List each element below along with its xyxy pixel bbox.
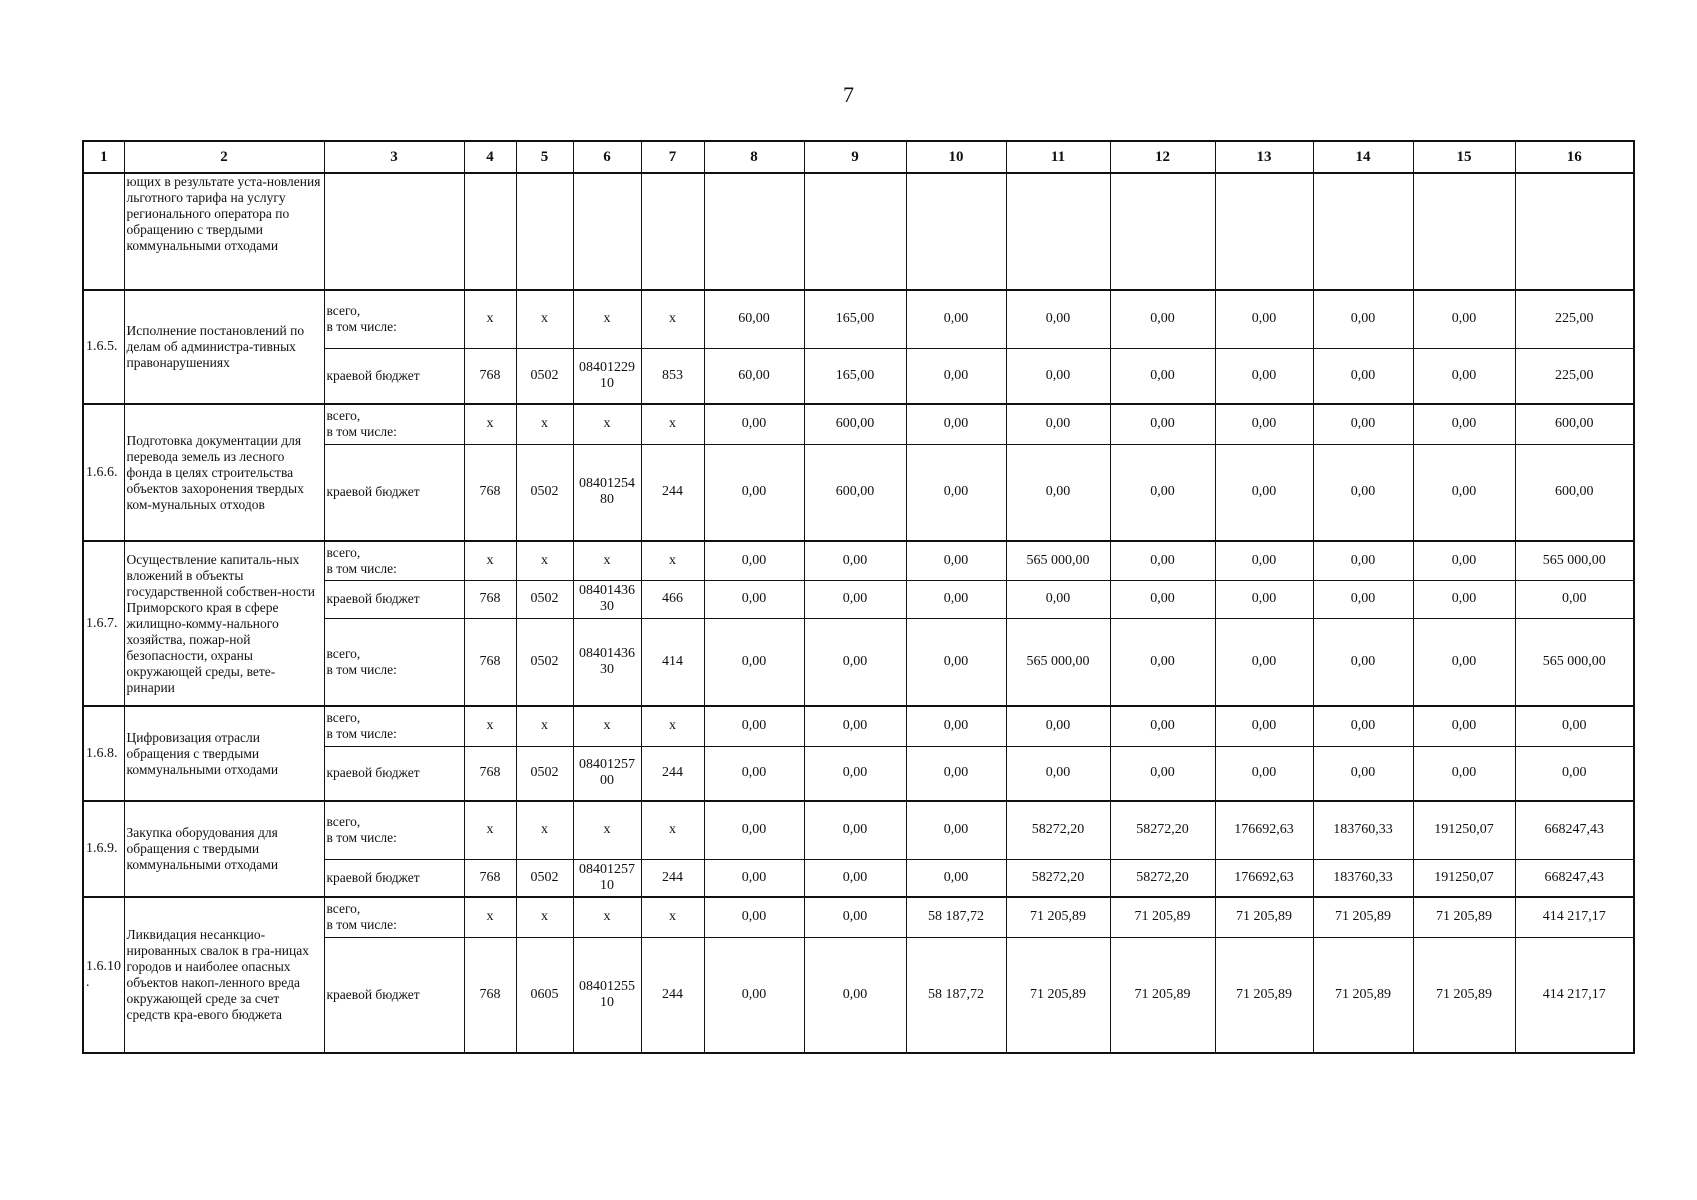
amount-cell-col-10: 0,00 <box>906 746 1006 801</box>
funding-source-cell: краевой бюджет <box>324 937 464 1053</box>
amount-cell-col-16: 225,00 <box>1515 348 1634 404</box>
amount-cell-col-8: 0,00 <box>704 746 804 801</box>
amount-cell-col-11: 0,00 <box>1006 290 1110 348</box>
empty-cell <box>1413 173 1515 290</box>
amount-cell-col-10: 0,00 <box>906 801 1006 859</box>
amount-cell-col-16: 600,00 <box>1515 444 1634 541</box>
amount-cell-col-11: 71 205,89 <box>1006 897 1110 937</box>
column-header-3: 3 <box>324 141 464 173</box>
target-article-cell: x <box>573 290 641 348</box>
amount-cell-col-11: 0,00 <box>1006 404 1110 444</box>
amount-cell-col-16: 414 217,17 <box>1515 897 1634 937</box>
amount-cell-col-10: 0,00 <box>906 618 1006 706</box>
page-number: 7 <box>843 82 854 107</box>
funding-source-cell: краевой бюджет <box>324 580 464 618</box>
amount-cell-col-15: 71 205,89 <box>1413 897 1515 937</box>
table-row <box>83 801 1634 859</box>
amount-cell-col-14: 0,00 <box>1313 706 1413 746</box>
amount-cell-col-9: 0,00 <box>804 897 906 937</box>
amount-cell-col-14: 0,00 <box>1313 618 1413 706</box>
column-header-13: 13 <box>1215 141 1313 173</box>
funding-source-cell: краевой бюджет <box>324 348 464 404</box>
amount-cell-col-8: 0,00 <box>704 444 804 541</box>
funding-source-cell: краевой бюджет <box>324 746 464 801</box>
amount-cell-col-16: 565 000,00 <box>1515 541 1634 580</box>
empty-cell <box>1313 173 1413 290</box>
section-code-cell: 0502 <box>516 348 573 404</box>
amount-cell-col-11: 58272,20 <box>1006 859 1110 897</box>
amount-cell-col-14: 0,00 <box>1313 348 1413 404</box>
row-number-cell <box>83 173 124 290</box>
amount-cell-col-13: 71 205,89 <box>1215 897 1313 937</box>
amount-cell-col-8: 0,00 <box>704 618 804 706</box>
amount-cell-col-9: 165,00 <box>804 290 906 348</box>
empty-cell <box>573 173 641 290</box>
target-article-cell: 08401257 10 <box>573 859 641 897</box>
table-row <box>83 897 1634 937</box>
amount-cell-col-13: 0,00 <box>1215 444 1313 541</box>
target-article-cell: x <box>573 404 641 444</box>
column-header-7: 7 <box>641 141 704 173</box>
table-body <box>83 173 1634 1053</box>
amount-cell-col-16: 414 217,17 <box>1515 937 1634 1053</box>
activity-name-cell: Цифровизация отрасли обращения с твердыми коммунальными отходами <box>124 706 324 801</box>
empty-cell <box>1006 173 1110 290</box>
table-row <box>83 290 1634 348</box>
amount-cell-col-12: 0,00 <box>1110 706 1215 746</box>
expense-type-cell: x <box>641 404 704 444</box>
amount-cell-col-13: 0,00 <box>1215 618 1313 706</box>
funding-source-cell: всего, в том числе: <box>324 541 464 580</box>
target-article-cell: 08401254 80 <box>573 444 641 541</box>
amount-cell-col-13: 176692,63 <box>1215 801 1313 859</box>
target-article-cell: 08401257 00 <box>573 746 641 801</box>
empty-cell <box>1110 173 1215 290</box>
amount-cell-col-16: 0,00 <box>1515 746 1634 801</box>
amount-cell-col-10: 0,00 <box>906 348 1006 404</box>
amount-cell-col-13: 0,00 <box>1215 290 1313 348</box>
amount-cell-col-9: 165,00 <box>804 348 906 404</box>
amount-cell-col-12: 0,00 <box>1110 404 1215 444</box>
section-code-cell: 0502 <box>516 859 573 897</box>
amount-cell-col-10: 58 187,72 <box>906 897 1006 937</box>
amount-cell-col-12: 0,00 <box>1110 290 1215 348</box>
section-code-cell: 0502 <box>516 618 573 706</box>
amount-cell-col-8: 60,00 <box>704 348 804 404</box>
amount-cell-col-16: 0,00 <box>1515 580 1634 618</box>
amount-cell-col-15: 0,00 <box>1413 541 1515 580</box>
empty-cell <box>464 173 516 290</box>
amount-cell-col-8: 0,00 <box>704 580 804 618</box>
amount-cell-col-16: 0,00 <box>1515 706 1634 746</box>
grbs-code-cell: x <box>464 404 516 444</box>
amount-cell-col-12: 0,00 <box>1110 541 1215 580</box>
column-header-5: 5 <box>516 141 573 173</box>
amount-cell-col-11: 71 205,89 <box>1006 937 1110 1053</box>
amount-cell-col-13: 176692,63 <box>1215 859 1313 897</box>
continuation-row <box>83 173 1634 290</box>
amount-cell-col-14: 183760,33 <box>1313 801 1413 859</box>
amount-cell-col-8: 0,00 <box>704 706 804 746</box>
expense-type-cell: 414 <box>641 618 704 706</box>
amount-cell-col-10: 0,00 <box>906 541 1006 580</box>
funding-source-cell: всего, в том числе: <box>324 801 464 859</box>
amount-cell-col-9: 0,00 <box>804 618 906 706</box>
expense-type-cell: x <box>641 541 704 580</box>
amount-cell-col-15: 71 205,89 <box>1413 937 1515 1053</box>
amount-cell-col-8: 0,00 <box>704 404 804 444</box>
table-row <box>83 706 1634 746</box>
amount-cell-col-11: 0,00 <box>1006 746 1110 801</box>
empty-cell <box>641 173 704 290</box>
target-article-cell: x <box>573 706 641 746</box>
expense-type-cell: 466 <box>641 580 704 618</box>
amount-cell-col-9: 0,00 <box>804 937 906 1053</box>
amount-cell-col-11: 0,00 <box>1006 706 1110 746</box>
expense-type-cell: 853 <box>641 348 704 404</box>
section-code-cell: x <box>516 801 573 859</box>
grbs-code-cell: x <box>464 897 516 937</box>
amount-cell-col-15: 0,00 <box>1413 706 1515 746</box>
grbs-code-cell: 768 <box>464 937 516 1053</box>
amount-cell-col-15: 191250,07 <box>1413 859 1515 897</box>
amount-cell-col-9: 0,00 <box>804 580 906 618</box>
amount-cell-col-14: 0,00 <box>1313 541 1413 580</box>
amount-cell-col-8: 0,00 <box>704 859 804 897</box>
column-header-4: 4 <box>464 141 516 173</box>
table-row <box>83 404 1634 444</box>
empty-cell <box>804 173 906 290</box>
amount-cell-col-16: 668247,43 <box>1515 859 1634 897</box>
amount-cell-col-16: 565 000,00 <box>1515 618 1634 706</box>
amount-cell-col-9: 0,00 <box>804 746 906 801</box>
expense-type-cell: x <box>641 897 704 937</box>
amount-cell-col-8: 0,00 <box>704 541 804 580</box>
target-article-cell: x <box>573 541 641 580</box>
target-article-cell: x <box>573 897 641 937</box>
section-code-cell: 0605 <box>516 937 573 1053</box>
amount-cell-col-11: 565 000,00 <box>1006 618 1110 706</box>
amount-cell-col-9: 600,00 <box>804 444 906 541</box>
target-article-cell: 08401436 30 <box>573 580 641 618</box>
empty-cell <box>324 173 464 290</box>
amount-cell-col-9: 0,00 <box>804 801 906 859</box>
column-header-2: 2 <box>124 141 324 173</box>
activity-name-cell: Ликвидация несанкцио-нированных свалок в гра-ницах городов и наиболее опасных объектов накоп-ленного вреда окружающей среде за счет средств кра-евого бюджета <box>124 897 324 1053</box>
grbs-code-cell: 768 <box>464 746 516 801</box>
empty-cell <box>1215 173 1313 290</box>
activity-name-cell: Исполнение постановлений по делам об администра-тивных правонарушениях <box>124 290 324 404</box>
amount-cell-col-11: 0,00 <box>1006 580 1110 618</box>
column-header-10: 10 <box>906 141 1006 173</box>
column-header-1: 1 <box>83 141 124 173</box>
amount-cell-col-14: 71 205,89 <box>1313 937 1413 1053</box>
amount-cell-col-11: 565 000,00 <box>1006 541 1110 580</box>
amount-cell-col-12: 58272,20 <box>1110 859 1215 897</box>
column-header-15: 15 <box>1413 141 1515 173</box>
section-code-cell: 0502 <box>516 444 573 541</box>
empty-cell <box>516 173 573 290</box>
grbs-code-cell: 768 <box>464 859 516 897</box>
amount-cell-col-12: 71 205,89 <box>1110 897 1215 937</box>
amount-cell-col-10: 0,00 <box>906 290 1006 348</box>
activity-name-cell: Закупка оборудования для обращения с твердыми коммунальными отходами <box>124 801 324 897</box>
amount-cell-col-10: 0,00 <box>906 580 1006 618</box>
amount-cell-col-14: 0,00 <box>1313 580 1413 618</box>
expense-type-cell: x <box>641 706 704 746</box>
amount-cell-col-12: 0,00 <box>1110 746 1215 801</box>
amount-cell-col-12: 58272,20 <box>1110 801 1215 859</box>
amount-cell-col-15: 191250,07 <box>1413 801 1515 859</box>
row-number-cell: 1.6.9. <box>83 801 124 897</box>
section-code-cell: x <box>516 404 573 444</box>
column-header-12: 12 <box>1110 141 1215 173</box>
section-code-cell: 0502 <box>516 580 573 618</box>
row-number-cell: 1.6.6. <box>83 404 124 541</box>
expense-type-cell: x <box>641 290 704 348</box>
empty-cell <box>1515 173 1634 290</box>
amount-cell-col-12: 0,00 <box>1110 348 1215 404</box>
column-header-6: 6 <box>573 141 641 173</box>
amount-cell-col-14: 0,00 <box>1313 290 1413 348</box>
amount-cell-col-16: 225,00 <box>1515 290 1634 348</box>
amount-cell-col-9: 600,00 <box>804 404 906 444</box>
amount-cell-col-11: 0,00 <box>1006 348 1110 404</box>
funding-source-cell: краевой бюджет <box>324 444 464 541</box>
amount-cell-col-14: 0,00 <box>1313 444 1413 541</box>
amount-cell-col-10: 0,00 <box>906 706 1006 746</box>
amount-cell-col-11: 58272,20 <box>1006 801 1110 859</box>
amount-cell-col-15: 0,00 <box>1413 746 1515 801</box>
section-code-cell: x <box>516 897 573 937</box>
funding-source-cell: всего, в том числе: <box>324 404 464 444</box>
row-number-cell: 1.6.5. <box>83 290 124 404</box>
activity-name-cell: Осуществление капиталь-ных вложений в объекты государственной собствен-ности Приморского края в сфере жилищно-комму-нального хозяйства, пожар-ной безопасности, охраны окружающей среды, вете-ринарии <box>124 541 324 706</box>
amount-cell-col-13: 0,00 <box>1215 404 1313 444</box>
amount-cell-col-9: 0,00 <box>804 859 906 897</box>
amount-cell-col-12: 0,00 <box>1110 580 1215 618</box>
row-number-cell: 1.6.10 . <box>83 897 124 1053</box>
grbs-code-cell: x <box>464 541 516 580</box>
amount-cell-col-10: 0,00 <box>906 404 1006 444</box>
funding-source-cell: всего, в том числе: <box>324 706 464 746</box>
amount-cell-col-13: 0,00 <box>1215 706 1313 746</box>
amount-cell-col-8: 0,00 <box>704 801 804 859</box>
program-financing-table <box>82 140 1635 1054</box>
section-code-cell: x <box>516 541 573 580</box>
grbs-code-cell: x <box>464 290 516 348</box>
amount-cell-col-16: 600,00 <box>1515 404 1634 444</box>
amount-cell-col-14: 183760,33 <box>1313 859 1413 897</box>
target-article-cell: x <box>573 801 641 859</box>
target-article-cell: 08401229 10 <box>573 348 641 404</box>
target-article-cell: 08401255 10 <box>573 937 641 1053</box>
amount-cell-col-8: 60,00 <box>704 290 804 348</box>
amount-cell-col-8: 0,00 <box>704 897 804 937</box>
row-number-cell: 1.6.7. <box>83 541 124 706</box>
funding-source-cell: всего, в том числе: <box>324 897 464 937</box>
empty-cell <box>906 173 1006 290</box>
grbs-code-cell: x <box>464 706 516 746</box>
grbs-code-cell: 768 <box>464 580 516 618</box>
amount-cell-col-15: 0,00 <box>1413 290 1515 348</box>
amount-cell-col-13: 0,00 <box>1215 580 1313 618</box>
column-header-14: 14 <box>1313 141 1413 173</box>
table-row <box>83 541 1634 580</box>
column-number-row <box>83 141 1634 173</box>
amount-cell-col-13: 0,00 <box>1215 746 1313 801</box>
expense-type-cell: 244 <box>641 937 704 1053</box>
column-header-11: 11 <box>1006 141 1110 173</box>
amount-cell-col-14: 0,00 <box>1313 746 1413 801</box>
activity-name-cell: Подготовка документации для перевода земель из лесного фонда в целях строительства объектов захоронения твердых ком-мунальных отходов <box>124 404 324 541</box>
column-header-9: 9 <box>804 141 906 173</box>
section-code-cell: 0502 <box>516 746 573 801</box>
expense-type-cell: 244 <box>641 444 704 541</box>
amount-cell-col-8: 0,00 <box>704 937 804 1053</box>
section-code-cell: x <box>516 706 573 746</box>
column-header-16: 16 <box>1515 141 1634 173</box>
amount-cell-col-10: 0,00 <box>906 859 1006 897</box>
grbs-code-cell: 768 <box>464 348 516 404</box>
target-article-cell: 08401436 30 <box>573 618 641 706</box>
amount-cell-col-15: 0,00 <box>1413 404 1515 444</box>
amount-cell-col-15: 0,00 <box>1413 348 1515 404</box>
amount-cell-col-9: 0,00 <box>804 706 906 746</box>
funding-source-cell: всего, в том числе: <box>324 290 464 348</box>
amount-cell-col-13: 71 205,89 <box>1215 937 1313 1053</box>
activity-name-cell: ющих в результате уста-новления льготного тарифа на услугу регионального оператора по обращению с твердыми коммунальными отходами <box>124 173 324 290</box>
amount-cell-col-12: 71 205,89 <box>1110 937 1215 1053</box>
amount-cell-col-16: 668247,43 <box>1515 801 1634 859</box>
expense-type-cell: 244 <box>641 746 704 801</box>
amount-cell-col-15: 0,00 <box>1413 444 1515 541</box>
amount-cell-col-12: 0,00 <box>1110 618 1215 706</box>
grbs-code-cell: x <box>464 801 516 859</box>
row-number-cell: 1.6.8. <box>83 706 124 801</box>
column-header-8: 8 <box>704 141 804 173</box>
amount-cell-col-15: 0,00 <box>1413 580 1515 618</box>
funding-source-cell: всего, в том числе: <box>324 618 464 706</box>
amount-cell-col-14: 0,00 <box>1313 404 1413 444</box>
amount-cell-col-13: 0,00 <box>1215 541 1313 580</box>
amount-cell-col-12: 0,00 <box>1110 444 1215 541</box>
grbs-code-cell: 768 <box>464 444 516 541</box>
funding-source-cell: краевой бюджет <box>324 859 464 897</box>
expense-type-cell: x <box>641 801 704 859</box>
amount-cell-col-10: 58 187,72 <box>906 937 1006 1053</box>
amount-cell-col-15: 0,00 <box>1413 618 1515 706</box>
amount-cell-col-11: 0,00 <box>1006 444 1110 541</box>
section-code-cell: x <box>516 290 573 348</box>
amount-cell-col-13: 0,00 <box>1215 348 1313 404</box>
amount-cell-col-10: 0,00 <box>906 444 1006 541</box>
amount-cell-col-14: 71 205,89 <box>1313 897 1413 937</box>
grbs-code-cell: 768 <box>464 618 516 706</box>
empty-cell <box>704 173 804 290</box>
amount-cell-col-9: 0,00 <box>804 541 906 580</box>
expense-type-cell: 244 <box>641 859 704 897</box>
